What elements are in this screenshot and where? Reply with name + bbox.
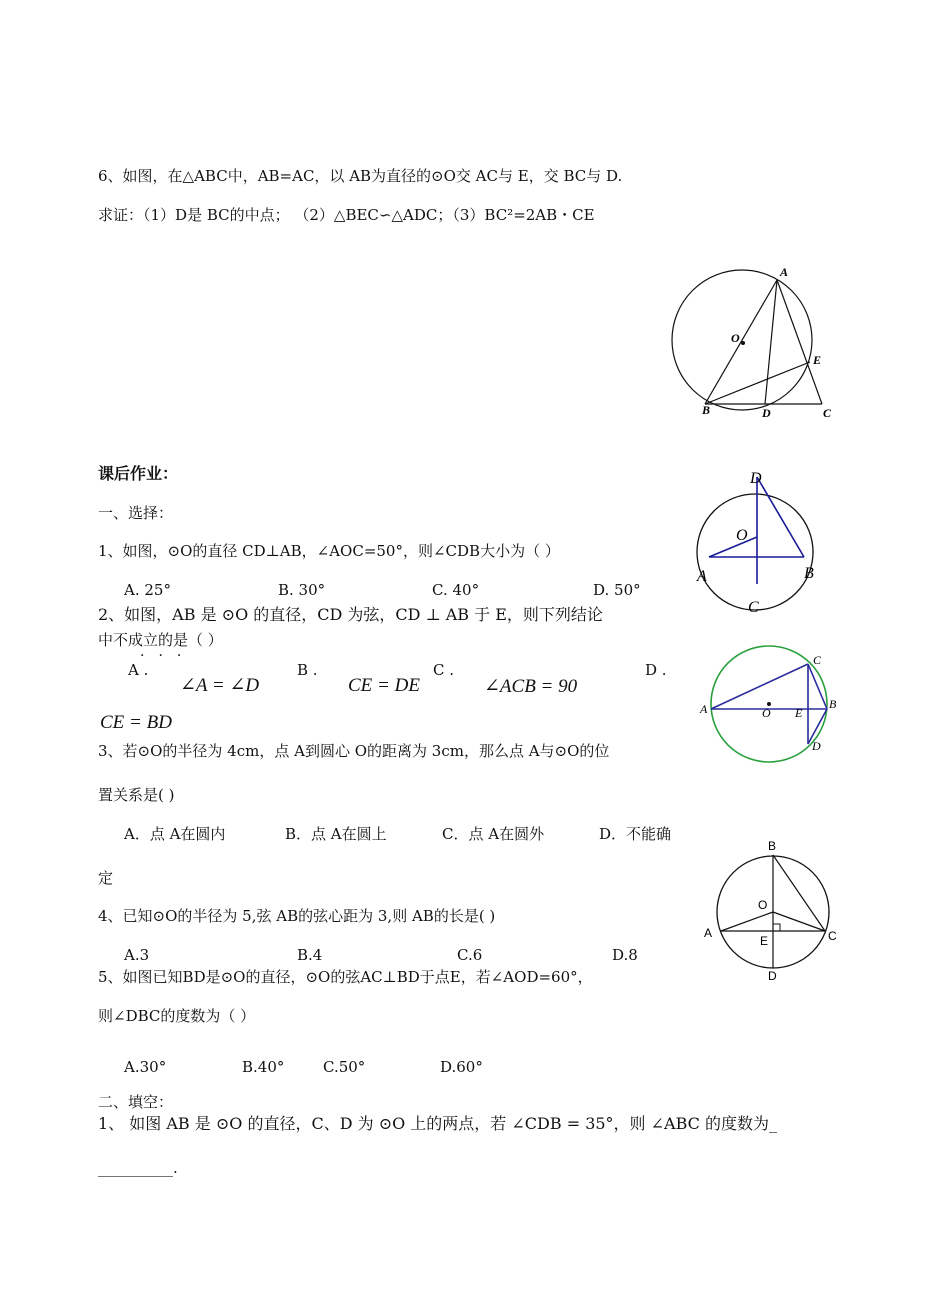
q3-stem-line2: 置关系是( ) xyxy=(98,786,175,804)
q3-option-d-continued: 定 xyxy=(98,869,114,887)
q6-line2: 求证：（1）D是 BC的中点； （2）△BEC∽△ADC；（3）BC²=2AB・CE xyxy=(98,206,595,224)
fig4-label-e: E xyxy=(760,934,769,948)
q2-option-c-expr: ∠ACB = 90 xyxy=(484,676,578,697)
figure-q6-circle-triangle xyxy=(665,262,845,427)
q3-option-a: A．点 A在圆内 xyxy=(124,825,226,843)
fig1-label-d: D xyxy=(762,406,771,420)
homework-title: 课后作业： xyxy=(98,464,179,483)
q3-option-c: C．点 A在圆外 xyxy=(442,825,545,843)
fig1-label-e: E xyxy=(813,353,822,367)
q5-option-b: B.40° xyxy=(242,1058,285,1076)
q4-stem: 4、已知⊙O的半径为 5,弦 AB的弦心距为 3,则 AB的长是( ) xyxy=(98,907,496,925)
fig3-label-d: D xyxy=(812,739,821,753)
q1-option-a: A. 25° xyxy=(124,581,171,599)
q5-option-d: D.60° xyxy=(440,1058,483,1076)
fig2-label-b: B xyxy=(804,565,814,582)
fig3-label-e: E xyxy=(795,706,803,720)
section-fill: 二、填空： xyxy=(98,1093,174,1111)
fig1-label-b: B xyxy=(702,403,711,417)
figure-q2-circle xyxy=(695,640,845,765)
fig4-label-o: O xyxy=(758,898,768,912)
fig1-label-c: C xyxy=(823,406,832,420)
q3-stem-line1: 3、若⊙O的半径为 4cm，点 A到圆心 O的距离为 3cm，那么点 A与⊙O的位 xyxy=(98,742,610,760)
section-choice: 一、选择： xyxy=(98,504,174,522)
q3-option-d: D．不能确 xyxy=(599,825,672,843)
q4-option-a: A.3 xyxy=(124,946,150,964)
q4-option-b: B.4 xyxy=(297,946,323,964)
figure-q5-circle xyxy=(700,835,845,985)
q1-option-d: D. 50° xyxy=(593,581,641,599)
q2-option-b-expr: CE = DE xyxy=(348,675,420,696)
fig2-label-o: O xyxy=(736,527,748,544)
q2-stem-line2: 中不成立的是（ ） xyxy=(98,631,223,649)
q2-option-d-label: D . xyxy=(645,661,667,679)
fill1-stem: 1、 如图 AB 是 ⊙O 的直径，C、D 为 ⊙O 上的两点，若 ∠CDB = 35°，则 ∠ABC 的度数为_ xyxy=(98,1114,777,1133)
fig3-label-b: B xyxy=(829,697,837,711)
q5-stem-line1: 5、如图已知BD是⊙O的直径，⊙O的弦AC⊥BD于点E，若∠AOD=60°， xyxy=(98,968,593,986)
fig3-label-a: A xyxy=(700,702,708,716)
fig1-label-a: A xyxy=(780,265,789,279)
q4-option-d: D.8 xyxy=(612,946,638,964)
q2-option-b-label: B . xyxy=(297,661,318,679)
q5-option-a: A.30° xyxy=(124,1058,167,1076)
q6-line1: 6、如图，在△ABC中，AB=AC，以 AB为直径的⊙O交 AC与 E，交 BC与 D. xyxy=(98,167,623,185)
q2-stem-line1: 2、如图，AB 是 ⊙O 的直径，CD 为弦，CD ⊥ AB 于 E，则下列结论 xyxy=(98,605,603,624)
fig4-label-b: B xyxy=(768,839,777,853)
q2-option-a-expr: ∠A = ∠D xyxy=(180,675,260,696)
q5-option-c: C.50° xyxy=(323,1058,366,1076)
fig2-label-a: A xyxy=(697,568,707,585)
q5-stem-line2: 则∠DBC的度数为（ ） xyxy=(98,1007,256,1025)
q2-option-d-expr: CE = BD xyxy=(100,712,172,733)
q1-option-b: B. 30° xyxy=(278,581,326,599)
fig3-label-c: C xyxy=(813,653,822,667)
figure-q1-circle xyxy=(690,465,825,625)
q1-option-c: C. 40° xyxy=(432,581,480,599)
fig2-label-d: D xyxy=(750,470,762,487)
fill1-blank: __________. xyxy=(98,1159,178,1177)
q3-option-b: B．点 A在圆上 xyxy=(285,825,387,843)
fig2-label-c: C xyxy=(748,599,759,616)
fig3-label-o: O xyxy=(762,706,771,720)
fig1-label-o: O xyxy=(731,331,740,345)
fig4-label-c: C xyxy=(828,929,837,943)
q2-emphasis-dots: ··· xyxy=(140,648,196,664)
q4-option-c: C.6 xyxy=(457,946,483,964)
fig4-label-a: A xyxy=(704,926,713,940)
q1-stem: 1、如图，⊙O的直径 CD⊥AB，∠AOC=50°，则∠CDB大小为（ ） xyxy=(98,542,560,560)
q2-option-c-label: C . xyxy=(433,661,455,679)
fig4-label-d: D xyxy=(768,969,777,983)
q2-option-a-label: A . xyxy=(128,661,149,679)
